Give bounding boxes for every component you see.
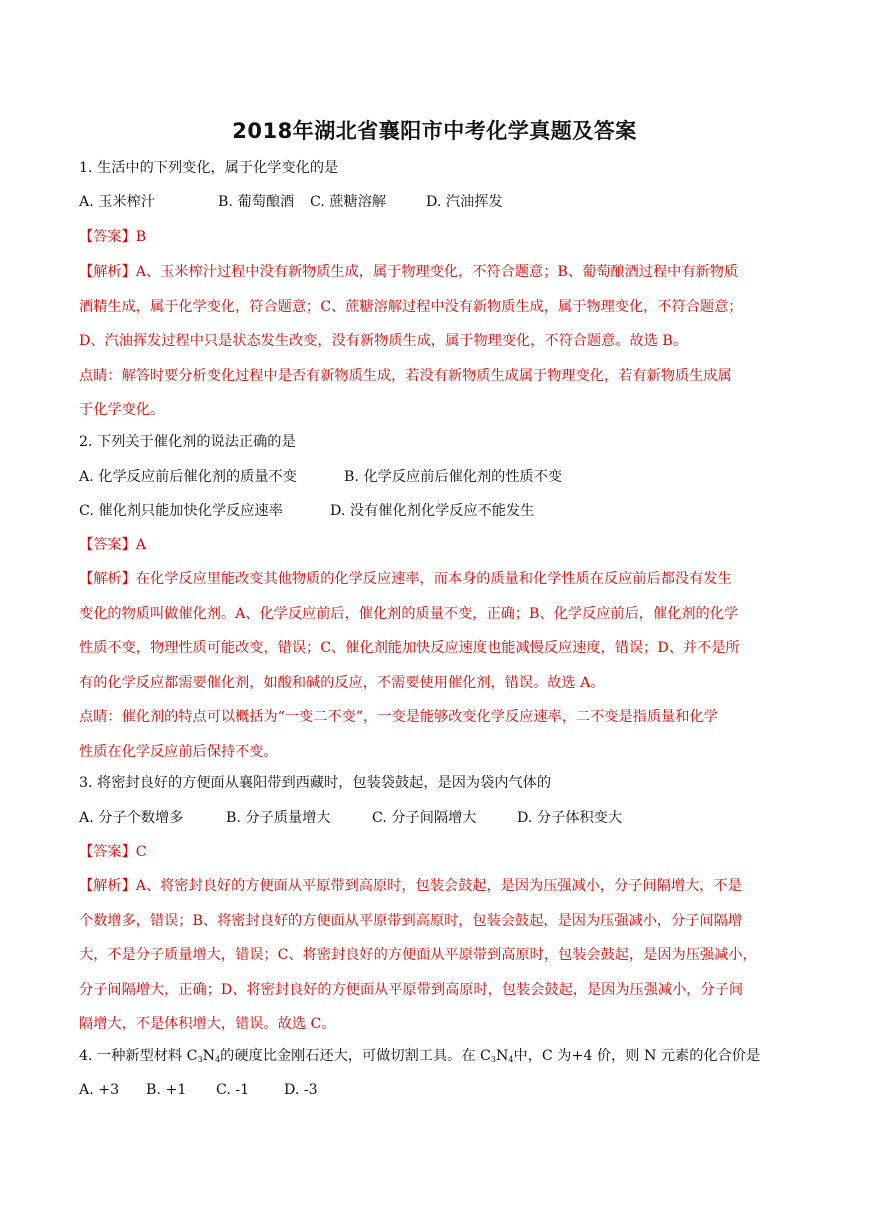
q4-stem-part: 中，C 为+4 价，则 N 元素的化合价是 (513, 1048, 761, 1064)
question-1-options (79, 192, 791, 212)
question-2-answer: 【答案】A (79, 537, 146, 553)
q2-option-d: D. 没有催化剂化学反应不能发生 (330, 503, 535, 519)
question-2-analysis-line-3: 性质不变，物理性质可能改变，错误；C、催化剂能加快反应速度也能减慢反应速度，错误；D、并不是所 (79, 640, 740, 656)
q1-option-a: A. 玉米榨汁 (79, 194, 156, 210)
question-3-analysis-line-3: 大，不是分子质量增大，错误；C、将密封良好的方便面从平原带到高原时，包装会鼓起，是因为压强减小， (79, 947, 757, 963)
q2-option-b: B. 化学反应前后催化剂的性质不变 (344, 469, 563, 485)
q3-option-d: D. 分子体积变大 (517, 810, 623, 826)
formula-subscript: 4 (215, 1055, 221, 1064)
formula-subscript: 4 (508, 1055, 514, 1064)
question-3-analysis-line-1: 【解析】A、将密封良好的方便面从平原带到高原时，包装会鼓起，是因为压强减小，分子间隔增大，不是 (79, 878, 742, 894)
question-2-note-line-2: 性质在化学反应前后保持不变。 (79, 744, 278, 760)
formula-subscript: 3 (197, 1055, 203, 1064)
question-1-note-line-2: 于化学变化。 (79, 402, 165, 418)
question-2-analysis-line-4: 有的化学反应都需要催化剂，如酸和碱的反应，不需要使用催化剂，错误。故选 A。 (79, 675, 605, 691)
q2-option-c: C. 催化剂只能加快化学反应速率 (79, 503, 283, 519)
question-2-stem: 2. 下列关于催化剂的说法正确的是 (79, 434, 296, 450)
question-3-analysis-line-2: 个数增多，错误；B、将密封良好的方便面从平原带到高原时，包装会鼓起，是因为压强减小，分子间隔增 (79, 913, 743, 929)
q4-stem-part: 4. 一种新型材料 C (79, 1048, 198, 1064)
question-2-options-row-1 (79, 467, 791, 487)
q3-option-c: C. 分子间隔增大 (372, 810, 477, 826)
q2-option-a: A. 化学反应前后催化剂的质量不变 (79, 469, 297, 485)
q4-option-d: D. -3 (284, 1082, 318, 1098)
q4-option-a: A. +3 (79, 1082, 120, 1098)
q3-option-a: A. 分子个数增多 (79, 810, 184, 826)
q1-option-b: B. 葡萄酿酒 (218, 194, 295, 210)
q3-option-b: B. 分子质量增大 (226, 810, 331, 826)
q1-option-c: C. 蔗糖溶解 (310, 194, 387, 210)
question-1-analysis-line-2: 酒精生成，属于化学变化，符合题意；C、蔗糖溶解过程中没有新物质生成，属于物理变化，不符合题意； (79, 299, 743, 315)
question-3-analysis-line-5: 隔增大，不是体积增大，错误。故选 C。 (79, 1016, 336, 1032)
question-1-analysis-line-1: 【解析】A、玉米榨汁过程中没有新物质生成，属于物理变化，不符合题意；B、葡萄酿酒过程中有新物质 (79, 264, 739, 280)
q4-stem-part: 的硬度比金刚石还大，可做切割工具。在 C (220, 1048, 491, 1064)
question-2-options-row-2 (79, 501, 791, 521)
question-3-stem: 3. 将密封良好的方便面从襄阳带到西藏时，包装袋鼓起，是因为袋内气体的 (79, 775, 552, 791)
q4-stem-part: N (496, 1048, 509, 1064)
question-1-stem: 1. 生活中的下列变化，属于化学变化的是 (79, 160, 339, 176)
formula-subscript: 3 (490, 1055, 496, 1064)
question-4-options (79, 1080, 791, 1100)
document-title: 2018年湖北省襄阳市中考化学真题及答案 (232, 119, 637, 143)
q4-stem-part: N (202, 1048, 216, 1064)
q4-option-c: C. -1 (216, 1082, 250, 1098)
question-3-answer: 【答案】C (79, 844, 147, 860)
question-2-analysis-line-1: 【解析】在化学反应里能改变其他物质的化学反应速率，而本身的质量和化学性质在反应前后都没有发生 (79, 571, 732, 587)
q4-option-b: B. +1 (146, 1082, 187, 1098)
question-1-answer: 【答案】B (79, 229, 147, 245)
question-4-stem (79, 1046, 791, 1066)
question-2-note-line-1: 点睛：催化剂的特点可以概括为“一变二不变”，一变是能够改变化学反应速率，二不变是指质量和化学 (79, 709, 718, 725)
question-1-analysis-line-3: D、汽油挥发过程中只是状态发生改变，没有新物质生成，属于物理变化，不符合题意。故选 B。 (79, 333, 688, 349)
question-3-options (79, 808, 791, 828)
question-2-analysis-line-2: 变化的物质叫做催化剂。A、化学反应前后，催化剂的质量不变，正确；B、化学反应前后，催化剂的化学 (79, 606, 739, 622)
q1-option-d: D. 汽油挥发 (426, 194, 503, 210)
question-1-note-line-1: 点睛：解答时要分析变化过程中是否有新物质生成，若没有新物质生成属于物理变化，若有新物质生成属 (79, 368, 732, 384)
question-3-analysis-line-4: 分子间隔增大，正确；D、将密封良好的方便面从平原带到高原时，包装会鼓起，是因为压强减小，分子间 (79, 982, 744, 998)
